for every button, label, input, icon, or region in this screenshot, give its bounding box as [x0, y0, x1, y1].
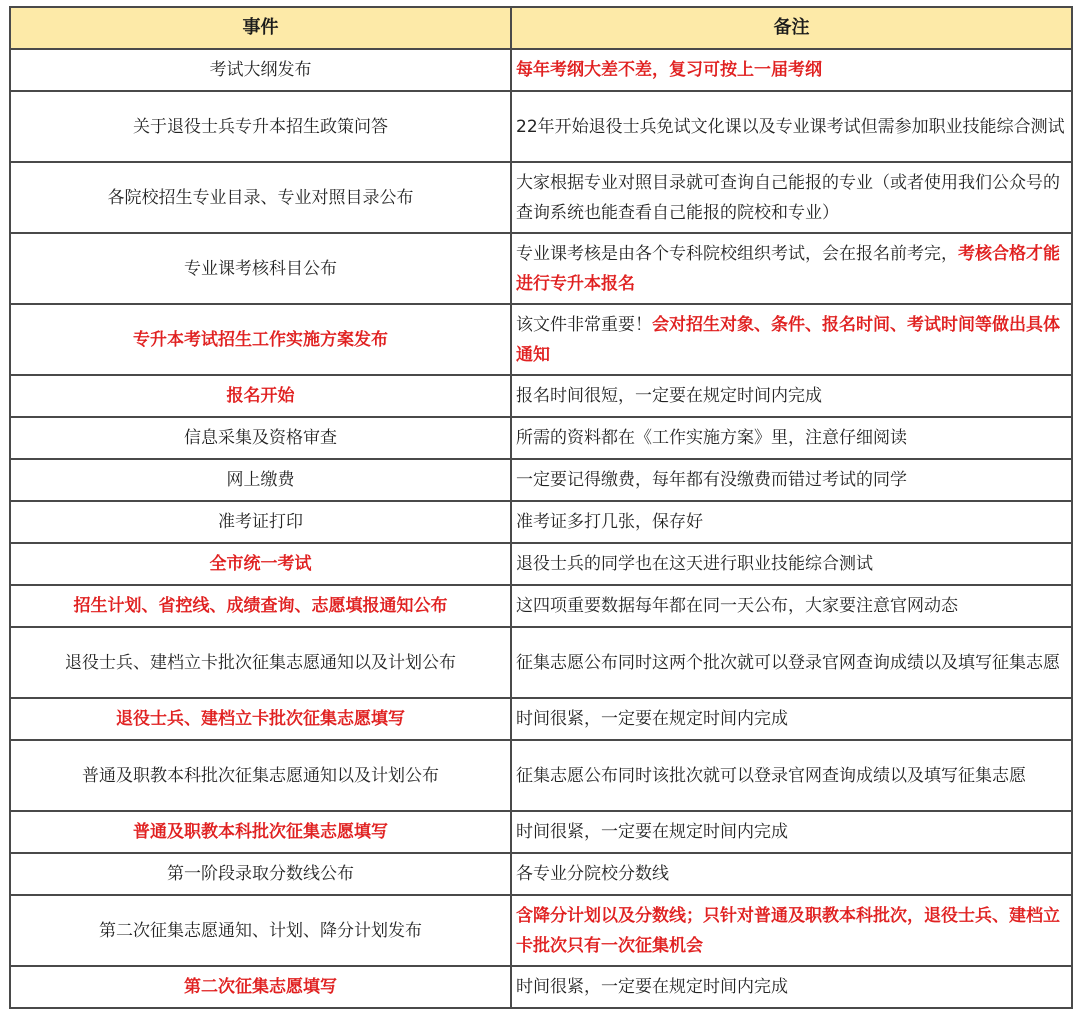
- event-cell: 网上缴费: [10, 459, 511, 501]
- note-highlight-text: 考核合格才能进行专升本报名: [516, 243, 1060, 294]
- note-text: 征集志愿公布同时这两个批次就可以登录官网查询成绩以及填写征集志愿: [516, 652, 1060, 673]
- table-row: [10, 698, 1072, 740]
- table-row: [10, 740, 1072, 811]
- table-row: [10, 304, 1072, 375]
- note-highlight-text: 每年考纲大差不差，复习可按上一届考纲: [516, 60, 822, 80]
- event-cell: 专升本考试招生工作实施方案发布: [10, 304, 511, 375]
- table-row: [10, 966, 1072, 1008]
- column-header-note: 备注: [511, 7, 1072, 49]
- note-cell: [511, 233, 1072, 304]
- note-text: 该文件非常重要！: [516, 314, 652, 335]
- note-cell: [511, 304, 1072, 375]
- event-cell: 报名开始: [10, 375, 511, 417]
- note-text: 一定要记得缴费，每年都有没缴费而错过考试的同学: [516, 470, 907, 490]
- note-cell: [511, 740, 1072, 811]
- note-cell: [511, 966, 1072, 1008]
- note-cell: [511, 501, 1072, 543]
- table-row: [10, 585, 1072, 627]
- event-cell: 退役士兵、建档立卡批次征集志愿通知以及计划公布: [10, 627, 511, 698]
- table-body: [10, 49, 1072, 1008]
- note-cell: [511, 162, 1072, 233]
- event-cell: 准考证打印: [10, 501, 511, 543]
- note-cell: [511, 853, 1072, 895]
- note-text: 准考证多打几张，保存好: [516, 512, 703, 532]
- note-cell: [511, 698, 1072, 740]
- table-row: [10, 853, 1072, 895]
- note-cell: [511, 375, 1072, 417]
- note-text: 专业课考核是由各个专科院校组织考试，会在报名前考完，: [516, 243, 958, 264]
- note-cell: [511, 459, 1072, 501]
- table-row: [10, 501, 1072, 543]
- note-cell: [511, 91, 1072, 162]
- note-text: 时间很紧，一定要在规定时间内完成: [516, 822, 788, 842]
- note-text: 大家根据专业对照目录就可查询自己能报的专业（或者使用我们公众号的查询系统也能查看自己能报的院校和专业）: [516, 172, 1060, 223]
- table-row: [10, 543, 1072, 585]
- note-cell: [511, 585, 1072, 627]
- event-cell: 退役士兵、建档立卡批次征集志愿填写: [10, 698, 511, 740]
- note-text: 时间很紧，一定要在规定时间内完成: [516, 709, 788, 729]
- note-text: 各专业分院校分数线: [516, 864, 669, 884]
- note-text: 所需的资料都在《工作实施方案》里，注意仔细阅读: [516, 428, 907, 448]
- table-row: [10, 811, 1072, 853]
- table-row: [10, 627, 1072, 698]
- event-cell: 普通及职教本科批次征集志愿填写: [10, 811, 511, 853]
- table-row: [10, 417, 1072, 459]
- table-row: [10, 895, 1072, 966]
- event-cell: 第一阶段录取分数线公布: [10, 853, 511, 895]
- table-row: [10, 375, 1072, 417]
- event-cell: 各院校招生专业目录、专业对照目录公布: [10, 162, 511, 233]
- note-cell: [511, 627, 1072, 698]
- note-text: 22年开始退役士兵免试文化课以及专业课考试但需参加职业技能综合测试: [516, 116, 1065, 137]
- note-highlight-text: 含降分计划以及分数线；只针对普通及职教本科批次，退役士兵、建档立卡批次只有一次征集机会: [516, 905, 1060, 956]
- note-cell: [511, 49, 1072, 91]
- schedule-table: [9, 6, 1073, 1009]
- table-row: [10, 91, 1072, 162]
- event-cell: 第二次征集志愿填写: [10, 966, 511, 1008]
- event-cell: 第二次征集志愿通知、计划、降分计划发布: [10, 895, 511, 966]
- event-cell: 普通及职教本科批次征集志愿通知以及计划公布: [10, 740, 511, 811]
- event-cell: 招生计划、省控线、成绩查询、志愿填报通知公布: [10, 585, 511, 627]
- note-text: 时间很紧，一定要在规定时间内完成: [516, 977, 788, 997]
- note-cell: [511, 895, 1072, 966]
- note-text: 报名时间很短，一定要在规定时间内完成: [516, 386, 822, 406]
- table-row: [10, 459, 1072, 501]
- table-row: [10, 233, 1072, 304]
- note-cell: [511, 811, 1072, 853]
- note-text: 退役士兵的同学也在这天进行职业技能综合测试: [516, 554, 873, 574]
- table-row: [10, 49, 1072, 91]
- note-cell: [511, 417, 1072, 459]
- event-cell: 信息采集及资格审查: [10, 417, 511, 459]
- event-cell: 关于退役士兵专升本招生政策问答: [10, 91, 511, 162]
- note-cell: [511, 543, 1072, 585]
- note-highlight-text: 会对招生对象、条件、报名时间、考试时间等做出具体通知: [516, 314, 1060, 365]
- note-text: 这四项重要数据每年都在同一天公布，大家要注意官网动态: [516, 596, 958, 616]
- table-header-row: [10, 7, 1072, 49]
- column-header-event: 事件: [10, 7, 511, 49]
- event-cell: 考试大纲发布: [10, 49, 511, 91]
- event-cell: 专业课考核科目公布: [10, 233, 511, 304]
- event-cell: 全市统一考试: [10, 543, 511, 585]
- table-row: [10, 162, 1072, 233]
- note-text: 征集志愿公布同时该批次就可以登录官网查询成绩以及填写征集志愿: [516, 765, 1026, 786]
